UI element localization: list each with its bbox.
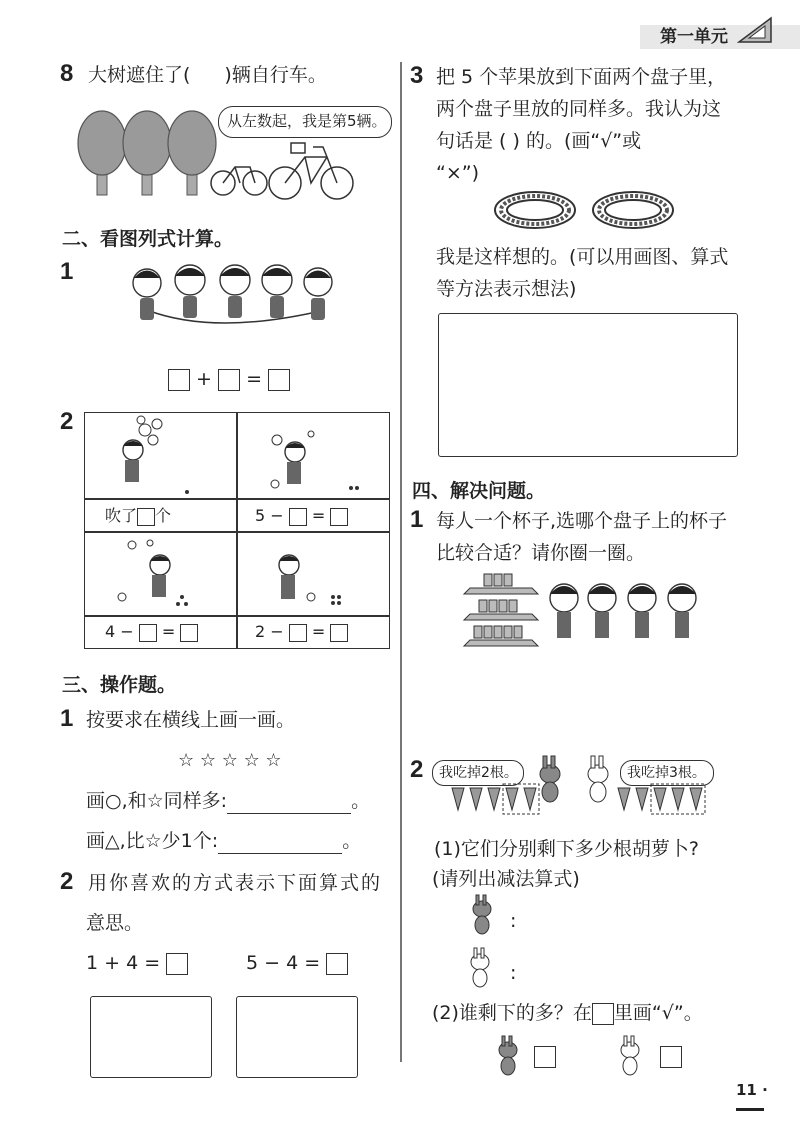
question-number: 3 <box>410 62 424 89</box>
question-number: 2 <box>410 756 424 783</box>
white-rabbit-icon <box>616 1036 644 1076</box>
answer-box[interactable] <box>330 508 348 526</box>
equation-row: 1 + 4 = <box>86 950 188 976</box>
rabbits-carrots-illustration <box>450 752 700 824</box>
question-text: “×”) <box>436 162 480 184</box>
answer-colon[interactable]: : <box>510 962 517 984</box>
table-cell: 4 − = <box>105 619 198 645</box>
drawing-area[interactable] <box>236 996 358 1078</box>
answer-box[interactable] <box>180 624 198 642</box>
drawing-area[interactable] <box>90 996 212 1078</box>
check-box[interactable] <box>534 1046 556 1068</box>
answer-line[interactable] <box>218 853 342 854</box>
answer-box[interactable] <box>289 508 307 526</box>
question-text: 等方法表示想法) <box>436 278 577 300</box>
answer-box <box>592 1003 614 1025</box>
draw-line-row: 画○,和☆同样多: 。 <box>86 790 371 812</box>
equation-row: + = <box>168 366 290 392</box>
section-title: 二、看图列式计算。 <box>62 228 234 250</box>
answer-box[interactable] <box>166 953 188 975</box>
question-text: 大树遮住了( )辆自行车。 <box>88 64 327 86</box>
answer-box[interactable] <box>218 369 240 391</box>
table-cell: 吹了 个 <box>105 506 172 525</box>
question-number: 8 <box>60 60 74 87</box>
question-text: 意思。 <box>86 912 144 934</box>
question-number: 2 <box>60 868 74 895</box>
ruler-triangle-icon <box>735 14 775 44</box>
unit-header <box>640 18 800 52</box>
question-text: 句话是 ( ) 的。(画“√”或 <box>436 130 642 152</box>
equation-row: 5 − 4 = <box>246 950 348 976</box>
section-title: 三、操作题。 <box>62 674 177 696</box>
question-text: 我是这样想的。(可以用画图、算式 <box>436 246 729 268</box>
speech-bubble: 我吃掉2根。 <box>432 760 524 786</box>
question-number: 1 <box>410 506 424 533</box>
table-cell: 5 − = <box>255 503 348 529</box>
speech-bubble: 从左数起，我是第5辆。 <box>218 106 392 138</box>
section-title: 四、解决问题。 <box>412 480 546 502</box>
unit-label: 第一单元 <box>660 27 728 47</box>
page-number: 11 · <box>736 1081 768 1099</box>
page-footer <box>736 1080 800 1118</box>
draw-line-row: 画△,比☆少1个: 。 <box>86 830 362 852</box>
answer-box[interactable] <box>330 624 348 642</box>
answer-box[interactable] <box>168 369 190 391</box>
question-text: (1)它们分别剩下多少根胡萝卜? <box>434 838 699 860</box>
question-text: (请列出减法算式) <box>432 868 580 890</box>
answer-box[interactable] <box>268 369 290 391</box>
question-text: 按要求在横线上画一画。 <box>86 709 296 731</box>
bubbles-table <box>84 412 390 649</box>
jump-rope-kids-illustration <box>125 258 345 328</box>
question-number: 1 <box>60 258 74 285</box>
question-text: 比较合适？请你圈一圈。 <box>436 542 646 564</box>
answer-box[interactable] <box>137 508 155 526</box>
table-cell: 2 − = <box>255 619 348 645</box>
question-number: 2 <box>60 408 74 435</box>
cups-plates-kids-illustration <box>462 568 702 650</box>
question-text: 把 5 个苹果放到下面两个盘子里， <box>436 66 727 88</box>
bubble-kid-illustration <box>255 418 375 496</box>
white-rabbit-icon <box>466 948 494 988</box>
answer-box[interactable] <box>326 953 348 975</box>
gray-rabbit-icon <box>494 1036 522 1076</box>
speech-bubble: 我吃掉3根。 <box>620 760 714 786</box>
stars-row: ☆ ☆ ☆ ☆ ☆ <box>178 750 282 771</box>
bubble-kid-illustration <box>105 418 215 496</box>
answer-line[interactable] <box>227 813 351 814</box>
two-plates-illustration <box>495 190 675 234</box>
check-box[interactable] <box>660 1046 682 1068</box>
bubble-kid-illustration <box>110 535 220 613</box>
answer-box[interactable] <box>139 624 157 642</box>
column-divider <box>400 62 402 1062</box>
answer-box[interactable] <box>289 624 307 642</box>
bubble-kid-illustration <box>255 535 375 613</box>
question-text: (2)谁剩下的多？在 里画“√”。 <box>432 1002 703 1024</box>
gray-rabbit-icon <box>468 895 496 935</box>
question-text: 用你喜欢的方式表示下面算式的 <box>88 872 383 894</box>
question-number: 1 <box>60 705 74 732</box>
answer-colon[interactable]: : <box>510 910 517 932</box>
question-text: 每人一个杯子,选哪个盘子上的杯子 <box>436 510 728 532</box>
drawing-area[interactable] <box>438 313 738 457</box>
question-text: 两个盘子里放的同样多。我认为这 <box>436 98 722 120</box>
trees-and-bikes-illustration <box>75 105 395 205</box>
